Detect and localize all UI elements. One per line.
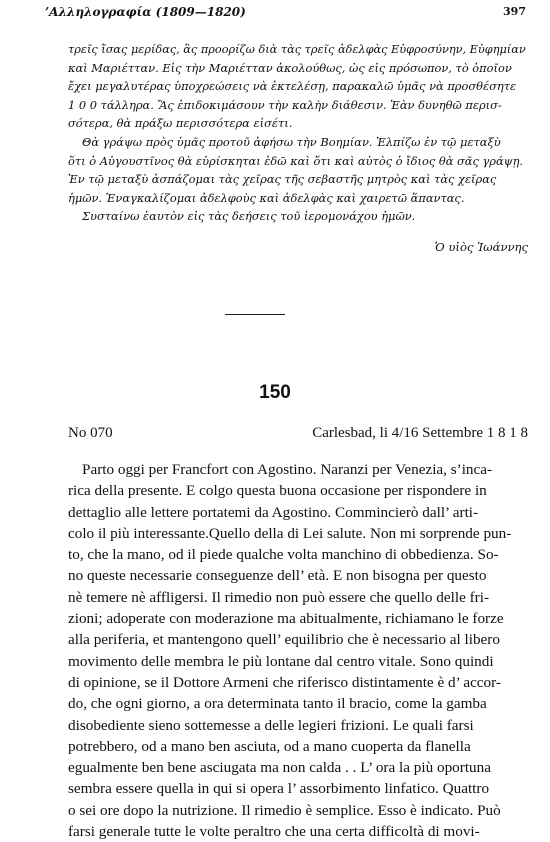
italian-text-line: zioni; adoperate con moderazione ma abitualmente, richiamano le forze — [68, 610, 504, 628]
italian-text-line: Parto oggi per Francfort con Agostino. Naranzi per Venezia, s’inca- — [82, 461, 493, 478]
italian-text-line: movimento delle membra le più lontane dal centro vitale. Sono quindi — [68, 652, 494, 670]
document-number: 150 — [259, 382, 291, 403]
greek-text-line: ἡμῶν. Ἐναγκαλίζομαι ἀδελφοὺς καὶ ἀδελφὰς καὶ χαιρετῶ ἅπαντας. — [68, 190, 465, 205]
section-divider — [225, 314, 285, 315]
italian-text-line: dettaglio alle lettere portatemi da Agostino. Commincierò dall’ arti- — [68, 503, 479, 521]
running-title: ’Αλληλογραφία (1809—1820) — [45, 5, 246, 19]
italian-text-line: di opinione, se il Dottore Armeni che riferisco distintamente è d’ accor- — [68, 673, 501, 691]
italian-text-line: farsi generale tutte le volte peraltro che una certa difficoltà di movi- — [68, 823, 480, 841]
italian-text-line: no queste necessarie conseguenze dell’ età. E non bisogna per questo — [68, 567, 487, 585]
italian-text-line: potrebbero, od a mano ben asciuta, od a mano cuoperta da flanella — [68, 737, 471, 755]
greek-text-line: Θὰ γράψω πρὸς ὑμᾶς προτοῦ ἀφήσω τὴν Βοημίαν. Ἐλπίζω ἐν τῷ μεταξὺ — [82, 134, 501, 149]
greek-text-line: ὅτι ὁ Αὐγουστῖνος θὰ εὑρίσκηται ἐδῶ καὶ ὅτι καὶ αὐτὸς ὁ ἴδιος θὰ σᾶς γράψῃ. — [68, 153, 524, 168]
greek-text-line: Ἐν τῷ μεταξὺ ἀσπάζομαι τὰς χεῖρας τῆς σεβαστῆς μητρὸς καὶ τὰς χεῖρας — [68, 172, 497, 187]
italian-text-line: nè temere nè affligersi. Il rimedio non può essere che quello delle fri- — [68, 588, 490, 606]
italian-text-line: sembra essere quella in qui si opera l’ assorbimento linfatico. Quattro — [68, 780, 490, 798]
italian-text-line: to, che la mano, od il piede qualche volta manchino di obbedienza. So- — [68, 546, 499, 564]
italian-text-line: colo il più interessante.Quello della di Lei salute. Non mi sorprende pun- — [68, 524, 512, 542]
greek-text-line: σότερα, θὰ πράξω περισσότερα εἰσέτι. — [68, 116, 293, 131]
greek-text-line: 1 0 0 τάλληρα. Ἂς ἐπιδοκιμάσουν τὴν καλὴν διάθεσιν. Ἐὰν δυνηθῶ περισ- — [68, 97, 502, 112]
italian-text-line: egualmente ben bene asciugata ma non calda . . L’ ora la più oportuna — [68, 759, 491, 777]
place-date: Carlesbad, li 4/16 Settembre 1 8 1 8 — [312, 425, 528, 441]
italian-text-line: do, che ogni giorno, a ora determinata tanto il bracio, come la gamba — [68, 695, 487, 713]
greek-text-line: ἔχει μεγαλυτέρας ὑποχρεώσεις νὰ ἐκτελέσῃ, παρακαλῶ ὑμᾶς νὰ προσθέσητε — [68, 79, 517, 94]
italian-letter-body — [68, 459, 526, 842]
signature: Ὁ υἱὸς Ἰωάννης — [434, 240, 528, 254]
italian-text-line: alla periferia, et mantengono quell’ equilibrio che è necessario al libero — [68, 631, 500, 649]
greek-text-line: καὶ Μαριέτταν. Εἰς τὴν Μαριέτταν ἀκολούθως, ὡς εἰς πρόσωπον, τὸ ὁποῖον — [68, 60, 512, 75]
letter-meta — [68, 425, 528, 445]
italian-text-line: rica della presente. E colgo questa buona occasione per rispondere in — [68, 482, 487, 500]
page-number: 397 — [503, 5, 526, 18]
greek-text-line: Συσταίνω ἑαυτὸν εἰς τὰς δεήσεις τοῦ ἱερομονάχου ἡμῶν. — [82, 209, 416, 224]
greek-text-line: τρεῖς ἴσας μερίδας, ἃς προορίζω διὰ τὰς τρεῖς ἀδελφὰς Εὐφροσύνην, Εὐφημίαν — [68, 42, 526, 56]
greek-letter-body — [68, 40, 526, 226]
italian-text-line: o sei ore dopo la nutrizione. Il rimedio è semplice. Esso è indicato. Può — [68, 801, 501, 819]
running-header — [45, 5, 526, 25]
italian-text-line: disobediente sieno sottemesse a delle legieri frizioni. Le quali farsi — [68, 716, 474, 734]
letter-number: No 070 — [68, 425, 113, 441]
